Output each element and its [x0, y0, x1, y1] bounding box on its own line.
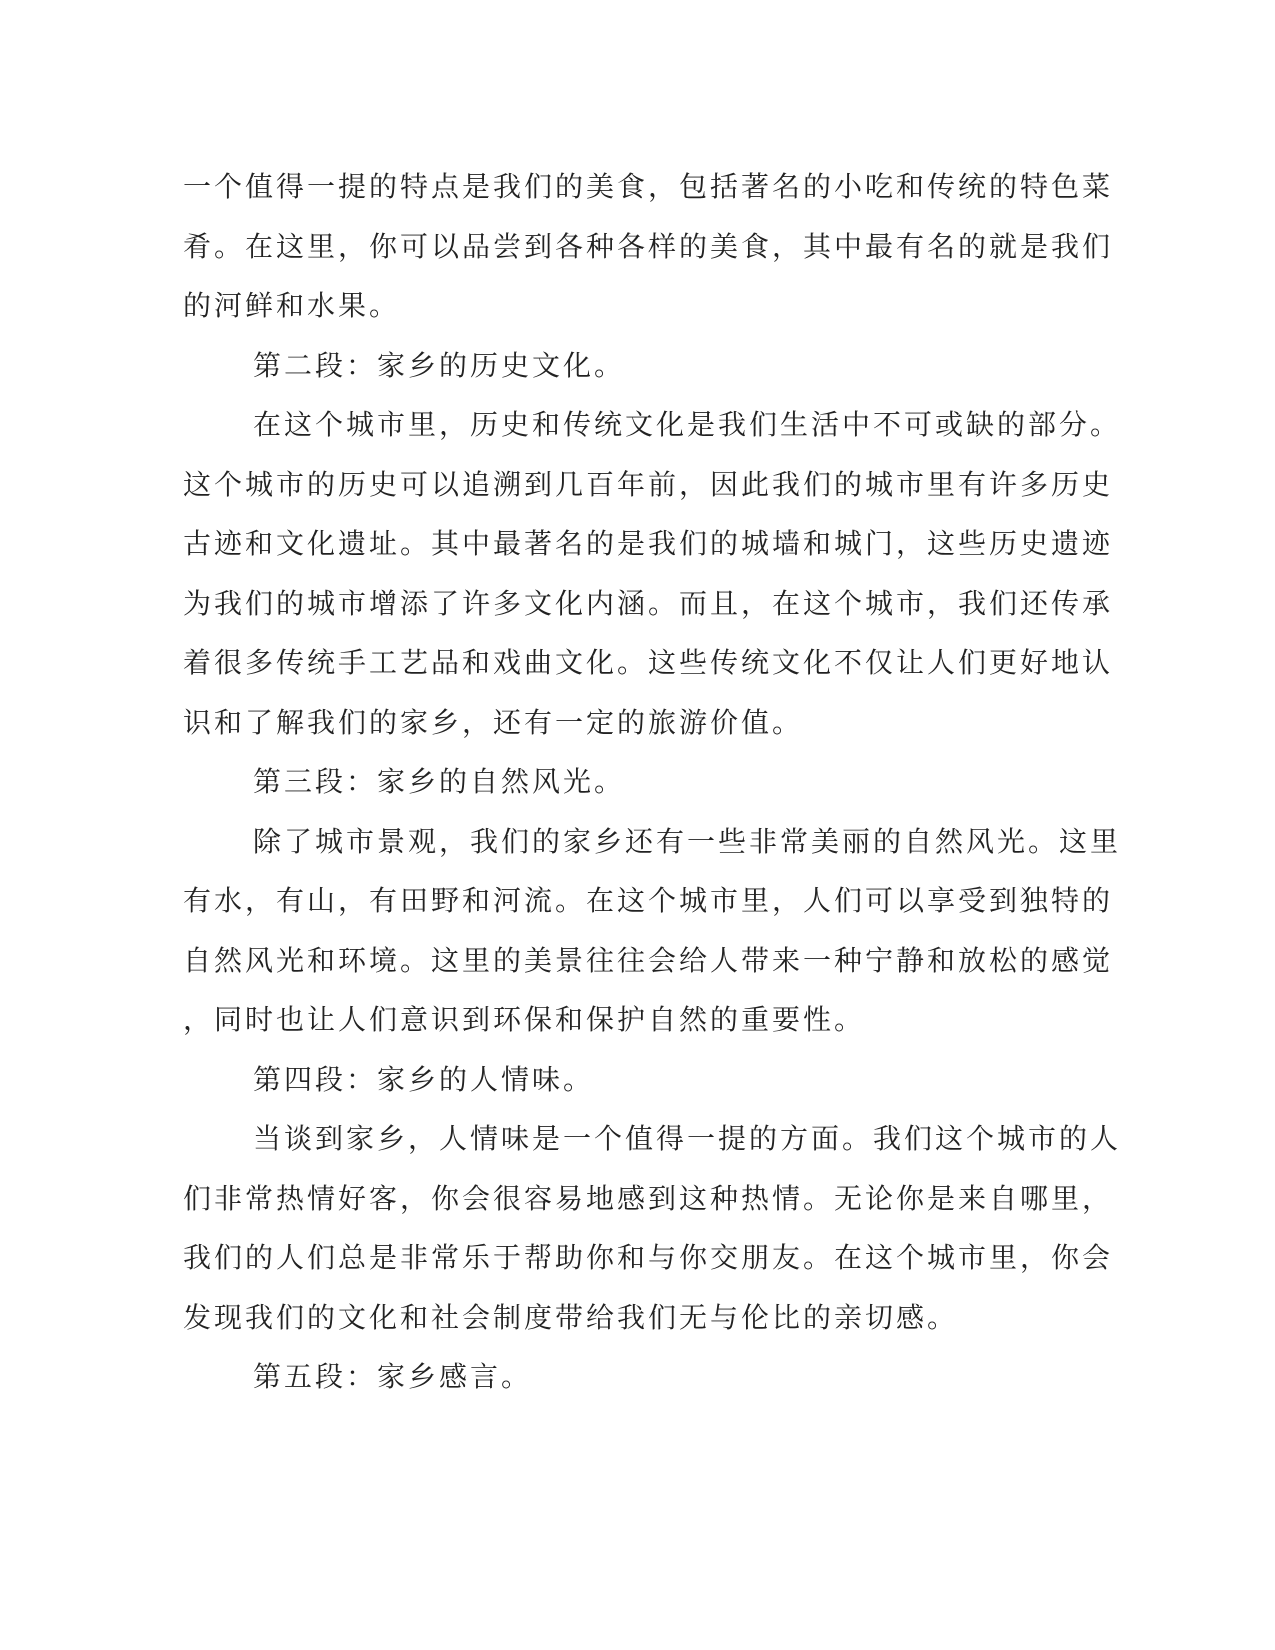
- text-line: 为我们的城市增添了许多文化内涵。而且，在这个城市，我们还传承: [183, 586, 1114, 620]
- section-heading: 第二段：家乡的历史文化。: [253, 348, 626, 382]
- text-line: 自然风光和环境。这里的美景往往会给人带来一种宁静和放松的感觉: [183, 943, 1114, 977]
- document-body: [183, 157, 1122, 1407]
- section-heading: 第五段：家乡感言。: [253, 1360, 533, 1393]
- text-line: 的河鲜和水果。: [183, 289, 401, 322]
- text-line: 在这个城市里，历史和传统文化是我们生活中不可或缺的部分。: [253, 408, 1122, 441]
- text-line: 有水，有山，有田野和河流。在这个城市里，人们可以享受到独特的: [183, 884, 1114, 917]
- text-line: 发现我们的文化和社会制度带给我们无与伦比的亲切感。: [183, 1300, 959, 1334]
- text-line: 除了城市景观，我们的家乡还有一些非常美丽的自然风光。这里: [253, 824, 1122, 858]
- text-line: 识和了解我们的家乡，还有一定的旅游价值。: [183, 705, 804, 739]
- text-line: 们非常热情好客，你会很容易地感到这种热情。无论你是来自哪里，: [183, 1181, 1114, 1215]
- text-line: 当谈到家乡，人情味是一个值得一提的方面。我们这个城市的人: [253, 1122, 1122, 1155]
- text-line: 这个城市的历史可以追溯到几百年前，因此我们的城市里有许多历史: [183, 467, 1114, 501]
- section-heading: 第四段：家乡的人情味。: [253, 1062, 595, 1096]
- text-line: 我们的人们总是非常乐于帮助你和与你交朋友。在这个城市里，你会: [183, 1241, 1114, 1274]
- section-heading: 第三段：家乡的自然风光。: [253, 765, 626, 798]
- text-line: 肴。在这里，你可以品尝到各种各样的美食，其中最有名的就是我们: [183, 229, 1114, 263]
- text-line: ，同时也让人们意识到环保和保护自然的重要性。: [183, 1003, 866, 1036]
- text-line: 一个值得一提的特点是我们的美食，包括著名的小吃和传统的特色菜: [183, 170, 1114, 203]
- text-line: 古迹和文化遗址。其中最著名的是我们的城墙和城门，这些历史遗迹: [183, 527, 1114, 560]
- text-line: 着很多传统手工艺品和戏曲文化。这些传统文化不仅让人们更好地认: [183, 646, 1114, 679]
